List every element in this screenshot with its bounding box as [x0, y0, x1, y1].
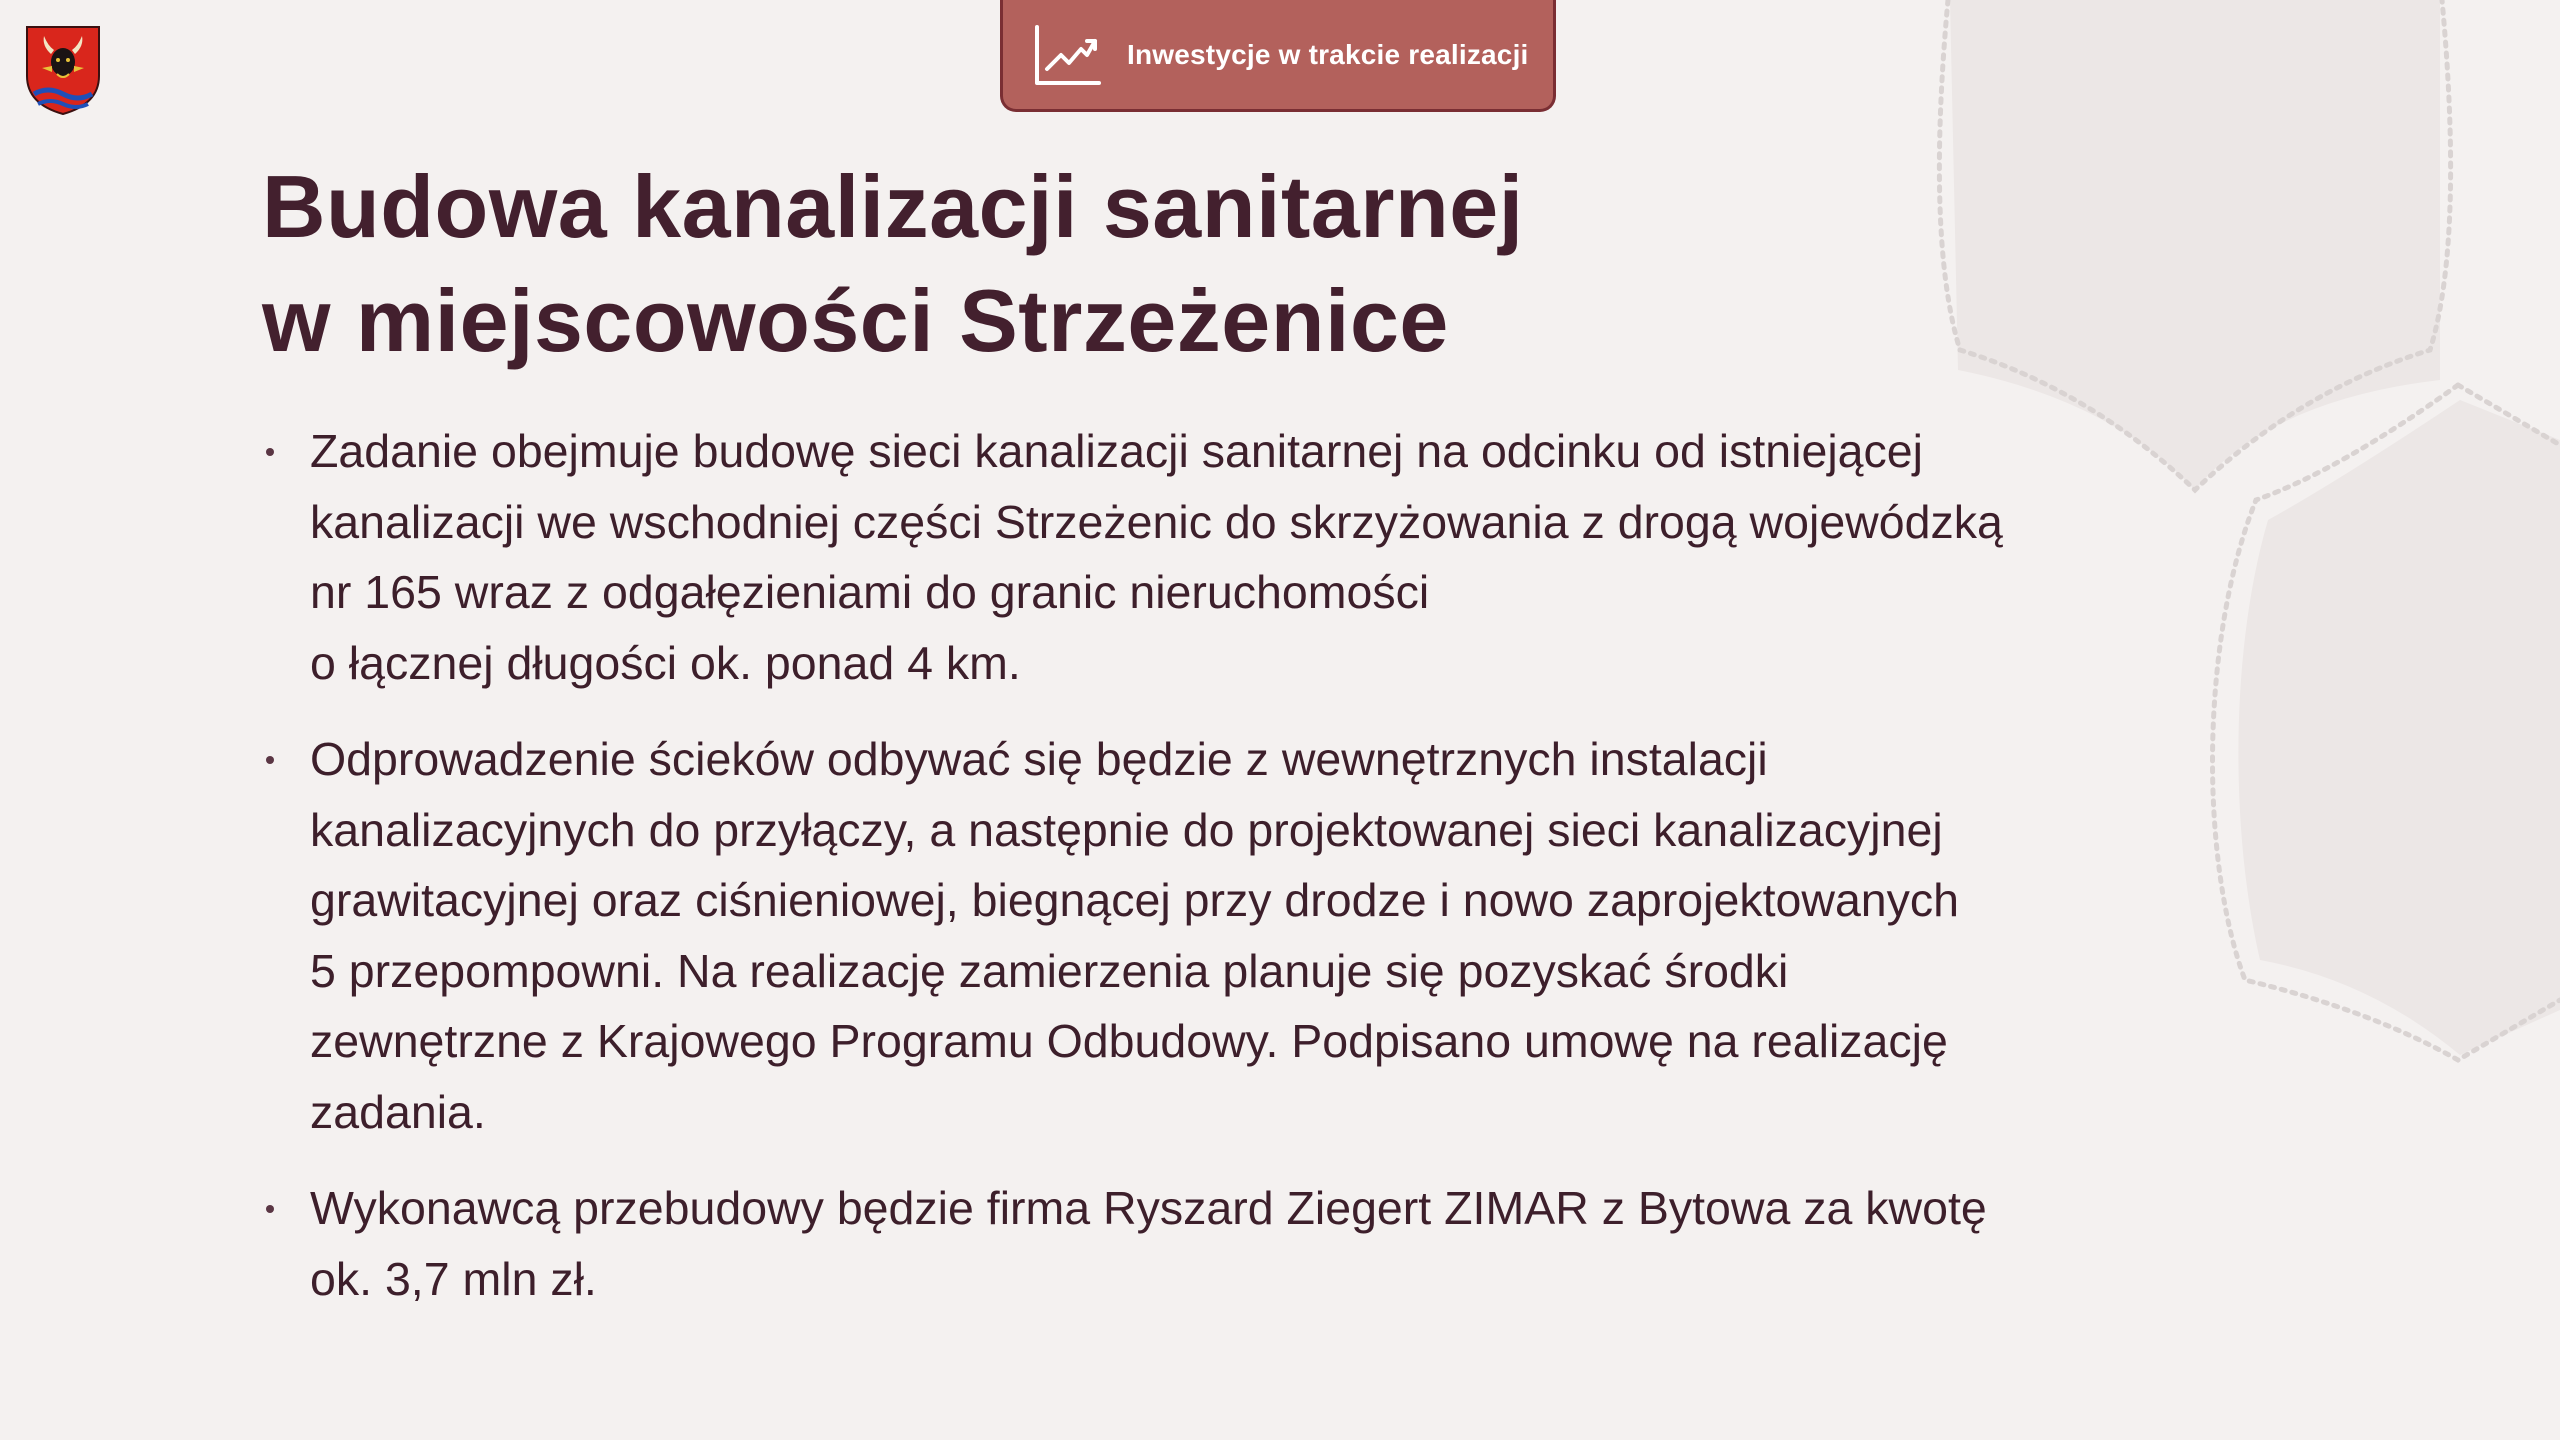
bullet-item	[262, 1173, 2182, 1314]
bullet-list	[262, 416, 2182, 1340]
decor-outline-bottom	[2213, 385, 2560, 1060]
bullet-line: zadania.	[310, 1085, 486, 1138]
coat-of-arms-icon	[24, 24, 102, 116]
bullet-line: 5 przepompowni. Na realizację zamierzenia planuje się pozyskać środki	[310, 944, 1789, 997]
page-title-line: Budowa kanalizacji sanitarnej	[262, 157, 1524, 256]
bullet-line: grawitacyjnej oraz ciśnieniowej, biegnącej przy drodze i nowo zaprojektowanych	[310, 874, 1960, 926]
bullet-line: Wykonawcą przebudowy będzie firma Ryszard Ziegert ZIMAR z Bytowa za kwotę	[310, 1182, 1987, 1234]
trending-up-chart-icon	[1033, 23, 1103, 87]
bullet-line: nr 165 wraz z odgałęzieniami do granic nieruchomości	[310, 566, 1430, 618]
bullet-line: kanalizacyjnych do przyłączy, a następnie do projektowanej sieci kanalizacyjnej	[310, 803, 1943, 856]
bullet-item	[262, 724, 2182, 1147]
bullet-item	[262, 416, 2182, 698]
bullet-marker	[266, 448, 274, 456]
page-title	[262, 150, 1524, 378]
decor-shape-bottom	[2238, 400, 2560, 1055]
decor-outline-top-right	[2458, 385, 2560, 445]
bullet-line: ok. 3,7 mln zł.	[310, 1252, 597, 1305]
section-badge-label: Inwestycje w trakcie realizacji	[1127, 38, 1529, 70]
bullet-marker	[266, 1205, 274, 1213]
page-title-line: w miejscowości Strzeżenice	[262, 271, 1449, 370]
section-badge	[1000, 0, 1556, 112]
bullet-line: Zadanie obejmuje budowę sieci kanalizacji sanitarnej na odcinku od istniejącej	[310, 425, 1923, 477]
bullet-line: kanalizacji we wschodniej części Strzeżenic do skrzyżowania z drogą wojewódzką	[310, 495, 2003, 548]
bullet-marker	[266, 756, 274, 764]
bullet-line: Odprowadzenie ścieków odbywać się będzie z wewnętrznych instalacji	[310, 733, 1768, 785]
bullet-line: o łącznej długości ok. ponad 4 km.	[310, 636, 1021, 689]
bullet-line: zewnętrzne z Krajowego Programu Odbudowy. Podpisano umowę na realizację	[310, 1015, 1948, 1067]
